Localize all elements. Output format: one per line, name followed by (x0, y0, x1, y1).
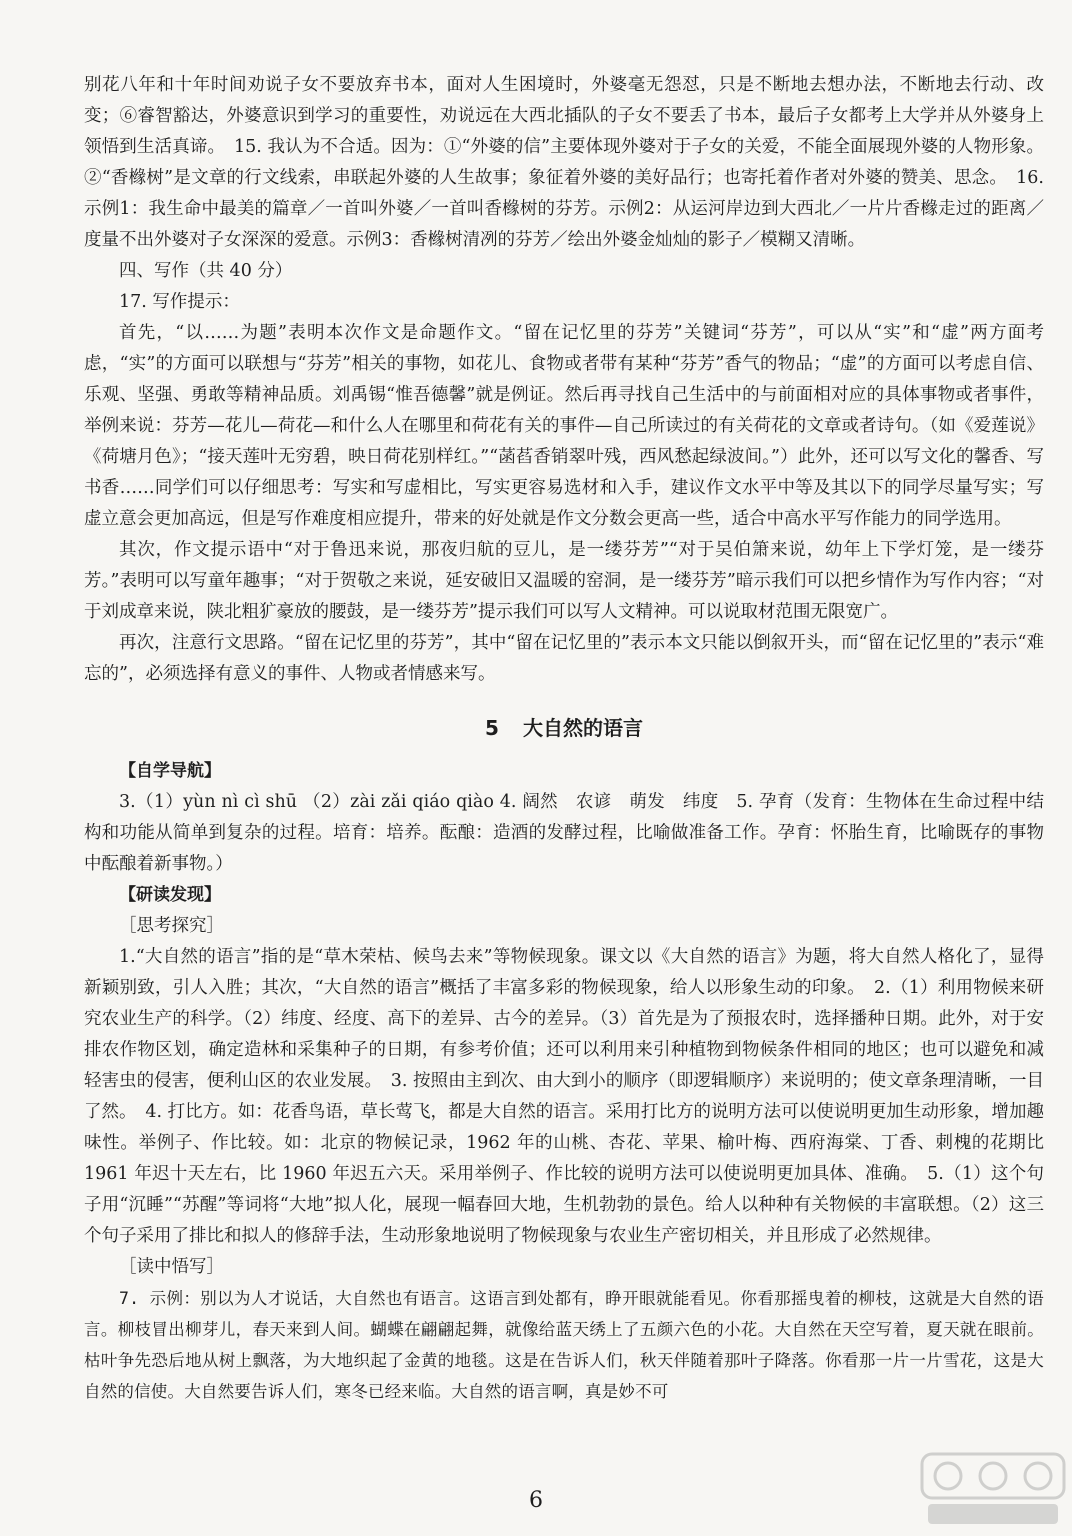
lesson-title (84, 710, 1044, 746)
zixue-label: 【自学导航】 (119, 761, 221, 781)
writing-paragraph-1: 首先，“以……为题”表明本次作文是命题作文。“留在记忆里的芬芳”关键词“芬芳”，可以从“实”和“虚”两方面考虑，“实”的方面可以联想与“芬芳”相关的事物，如花儿、食物或者带有某种“芬芳”香气的物品；“虚”的方面可以考虑自信、乐观、坚强、勇敢等精神品质。刘禹锡“惟吾德馨”就是例证。然后再寻找自己生活中的与前面相对应的具体事物或者事件，举例来说：芬芳—花儿—荷花—和什么人在哪里和荷花有关的事件—自己所读过的有关荷花的文章或者诗句。（如《爱莲说》《荷塘月色》；“接天莲叶无穷碧，映日荷花别样红。”“菡萏香销翠叶残，西风愁起绿波间。”）此外，还可以写文化的馨香、写书香……同学们可以仔细思考：写实和写虚相比，写实更容易选材和入手，建议作文水平中等及其以下的同学尽量写实；写虚立意会更加高远，但是写作难度相应提升，带来的好处就是作文分数会更高一些，适合中高水平写作能力的同学选用。 (84, 323, 1044, 529)
continued-answer-paragraph: 别花八年和十年时间劝说子女不要放弃书本，面对人生困境时，外婆毫无怨怼，只是不断地去想办法，不断地去行动、改变；⑥睿智豁达，外婆意识到学习的重要性，劝说远在大西北插队的子女不要丢了书本，最后子女都考上大学并从外婆身上领悟到生活真谛。 15. 我认为不合适。因为：①“外婆的信”主要体现外婆对于子女的关爱，不能全面展现外婆的人物形象。②“香橼树”是文章的行文线索，串联起外婆的人生故事；象征着外婆的美好品行；也寄托着作者对外婆的赞美、思念。 16. 示例1：我生命中最美的篇章／一首叫外婆／一首叫香橼树的芬芳。示例2：从运河岸边到大西北／一片片香橼走过的距离／度量不出外婆对子女深深的爱意。示例3：香橼树清冽的芬芳／绘出外婆金灿灿的影子／模糊又清晰。 (84, 75, 1044, 250)
lesson-number: 5 (485, 716, 499, 740)
sikao-label: ［思考探究］ (119, 916, 224, 936)
writing-item-label: 17. 写作提示： (119, 292, 240, 312)
page-number: 6 (529, 1488, 543, 1513)
duzhong-label: ［读中悟写］ (119, 1257, 224, 1277)
writing-paragraph-3: 再次，注意行文思路。“留在记忆里的芬芳”，其中“留在记忆里的”表示本文只能以倒叙开头，而“留在记忆里的”表示“难忘的”，必须选择有意义的事件、人物或者情感来写。 (84, 633, 1044, 684)
sikao-answers: 1.“大自然的语言”指的是“草木荣枯、候鸟去来”等物候现象。课文以《大自然的语言》为题，将大自然人格化了，显得新颖别致，引人入胜；其次，“大自然的语言”概括了丰富多彩的物候现象，给人以形象生动的印象。 2.（1）利用物候来研究农业生产的科学。（2）纬度、经度、高下的差异、古今的差异。（3）首先是为了预报农时，选择播种日期。此外，对于安排农作物区划，确定造林和采集种子的日期，有参考价值；还可以利用来引种植物到物候条件相同的地区；也可以避免和减轻害虫的侵害，便利山区的农业发展。 3. 按照由主到次、由大到小的顺序（即逻辑顺序）来说明的；使文章条理清晰，一目了然。 4. 打比方。如：花香鸟语，草长莺飞，都是大自然的语言。采用打比方的说明方法可以使说明更加生动形象，增加趣味性。举例子、作比较。如：北京的物候记录，1962 年的山桃、杏花、苹果、榆叶梅、西府海棠、丁香、刺槐的花期比 1961 年迟十天左右，比 1960 年迟五六天。采用举例子、作比较的说明方法可以使说明更加具体、准确。 5.（1）这个句子用“沉睡”“苏醒”等词将“大地”拟人化，展现一幅春回大地，生机勃勃的景色。给人以种种有关物候的丰富联想。（2）这三个句子采用了排比和拟人的修辞手法，生动形象地说明了物候现象与农业生产密切相关，并且形成了必然规律。 (84, 947, 1044, 1246)
document-page (84, 70, 1044, 1407)
yandu-label: 【研读发现】 (119, 885, 221, 905)
lesson-title-text: 大自然的语言 (522, 716, 643, 740)
writing-paragraph-2: 其次，作文提示语中“对于鲁迅来说，那夜归航的豆儿，是一缕芬芳”“对于吴伯箫来说，幼年上下学灯笼，是一缕芬芳。”表明可以写童年趣事；“对于贺敬之来说，延安破旧又温暖的窑洞，是一缕芬芳”暗示我们可以把乡情作为写作内容；“对于刘成章来说，陕北粗犷豪放的腰鼓，是一缕芬芳”提示我们可以写人文精神。可以说取材范围无限宽广。 (84, 540, 1044, 622)
duzhong-answer: 7. 示例：别以为人才说话，大自然也有语言。这语言到处都有，睁开眼就能看见。你看那摇曳着的柳枝，这就是大自然的语言。柳枝冒出柳芽儿，春天来到人间。蝴蝶在翩翩起舞，就像给蓝天绣上了五颜六色的小花。大自然在天空写着，夏天就在眼前。枯叶争先恐后地从树上飘落，为大地织起了金黄的地毯。这是在告诉人们，秋天伴随着那叶子降落。你看那一片一片雪花，这是大自然的信使。大自然要告诉人们，寒冬已经来临。大自然的语言啊，真是妙不可 (84, 1289, 1044, 1401)
writing-section-heading: 四、写作（共 40 分） (119, 261, 293, 281)
zixue-answers: 3.（1）yùn nì cì shū （2）zài zǎi qiáo qiào 4. 阔然 农谚 萌发 纬度 5. 孕育（发育：生物体在生命过程中结构和功能从简单到复杂的过程。培育：培养。酝酿：造酒的发酵过程，比喻做准备工作。孕育：怀胎生育，比喻既存的事物中酝酿着新事物。） (84, 792, 1044, 874)
